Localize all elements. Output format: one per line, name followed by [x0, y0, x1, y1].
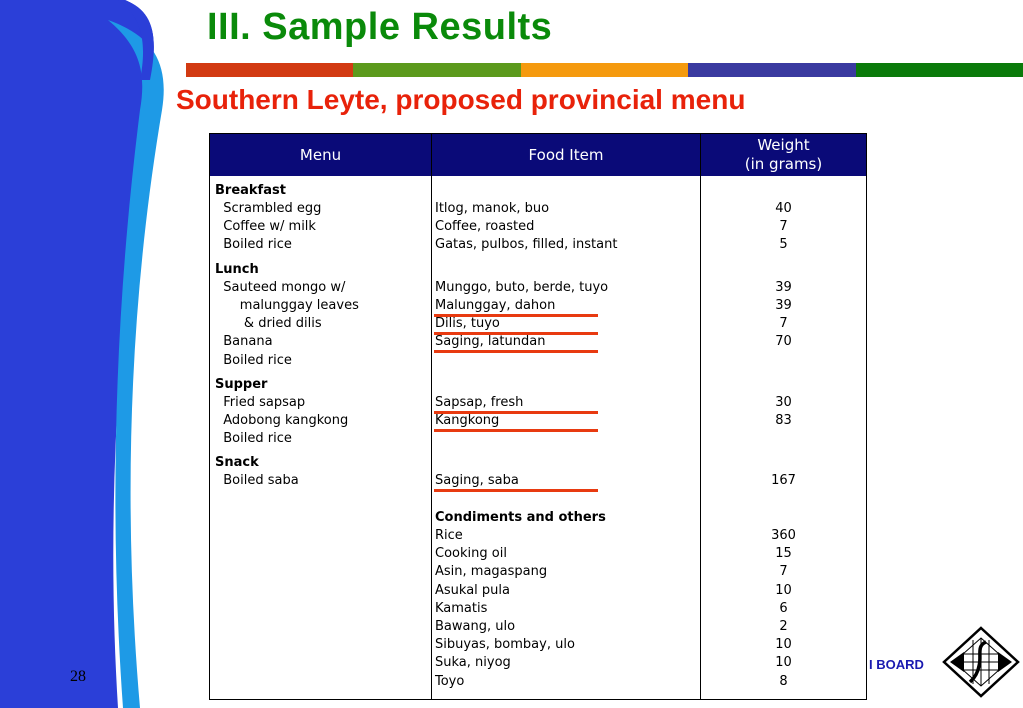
food-item: Suka, niyog	[435, 655, 511, 670]
weight-value: 360	[771, 528, 796, 543]
food-item: Asukal pula	[435, 583, 510, 598]
menu-dish: Boiled rice	[215, 353, 292, 368]
menu-dish: Adobong kangkong	[215, 413, 349, 428]
menu-dish: Coffee w/ milk	[215, 219, 316, 234]
weight-value: 40	[775, 201, 792, 216]
menu-dish: Fried sapsap	[215, 395, 306, 410]
food-item: Kangkong	[435, 413, 500, 428]
food-item: Coffee, roasted	[435, 219, 535, 234]
weight-value: 39	[775, 298, 792, 313]
food-item: Saging, saba	[435, 473, 519, 488]
food-item: Dilis, tuyo	[435, 316, 500, 331]
board-logo	[942, 626, 1020, 698]
menu-dish: Boiled rice	[215, 431, 292, 446]
weight-value: 167	[771, 473, 796, 488]
weight-value: 10	[775, 583, 792, 598]
food-section-heading: Condiments and others	[435, 510, 606, 525]
food-item: Cooking oil	[435, 546, 507, 561]
weight-value: 8	[779, 674, 788, 689]
weight-value: 30	[775, 395, 792, 410]
stripe-segment-1	[186, 63, 353, 77]
board-label: I BOARD	[869, 657, 924, 672]
color-stripe	[186, 63, 1023, 77]
menu-dish: malunggay leaves	[215, 298, 359, 313]
food-item: Malunggay, dahon	[435, 298, 556, 313]
food-item: Kamatis	[435, 601, 488, 616]
stripe-segment-3	[521, 63, 688, 77]
meal-heading: Supper	[215, 377, 268, 392]
menu-dish: Banana	[215, 334, 273, 349]
food-item: Gatas, pulbos, filled, instant	[435, 237, 618, 252]
food-item: Bawang, ulo	[435, 619, 516, 634]
menu-table	[209, 133, 867, 700]
menu-dish: & dried dilis	[215, 316, 322, 331]
weight-value: 39	[775, 280, 792, 295]
highlight-underline	[434, 489, 598, 492]
highlight-underline	[434, 429, 598, 432]
table-header	[210, 134, 866, 176]
slide-subtitle: Southern Leyte, proposed provincial menu	[176, 84, 746, 115]
header-menu: Menu	[299, 145, 342, 164]
stripe-segment-2	[353, 63, 520, 77]
weight-value: 10	[775, 637, 792, 652]
food-item: Sapsap, fresh	[435, 395, 524, 410]
weight-value: 7	[779, 316, 788, 331]
stripe-segment-5	[856, 63, 1023, 77]
header-weight: Weight (in grams)	[744, 136, 823, 173]
food-item: Saging, latundan	[435, 334, 546, 349]
weight-value: 83	[775, 413, 792, 428]
weight-value: 6	[779, 601, 788, 616]
menu-dish: Scrambled egg	[215, 201, 322, 216]
weight-value: 70	[775, 334, 792, 349]
page-number: 28	[70, 668, 86, 685]
menu-dish: Sauteed mongo w/	[215, 280, 346, 295]
header-food-item: Food Item	[528, 145, 604, 164]
weight-value: 7	[779, 564, 788, 579]
weight-value: 15	[775, 546, 792, 561]
food-item: Asin, magaspang	[435, 564, 548, 579]
weight-value: 7	[779, 219, 788, 234]
menu-dish: Boiled rice	[215, 237, 292, 252]
stripe-segment-4	[688, 63, 855, 77]
decorative-swoosh	[0, 0, 200, 708]
weight-value: 10	[775, 655, 792, 670]
highlight-underline	[434, 350, 598, 353]
food-item: Toyo	[435, 674, 465, 689]
column-divider	[431, 134, 432, 699]
weight-value: 5	[779, 237, 788, 252]
weight-value: 2	[779, 619, 788, 634]
food-item: Munggo, buto, berde, tuyo	[435, 280, 609, 295]
meal-heading: Snack	[215, 455, 259, 470]
meal-heading: Lunch	[215, 262, 259, 277]
slide-title: III. Sample Results	[207, 6, 553, 48]
food-item: Sibuyas, bombay, ulo	[435, 637, 575, 652]
food-item: Rice	[435, 528, 463, 543]
food-item: Itlog, manok, buo	[435, 201, 550, 216]
menu-dish: Boiled saba	[215, 473, 299, 488]
meal-heading: Breakfast	[215, 183, 286, 198]
